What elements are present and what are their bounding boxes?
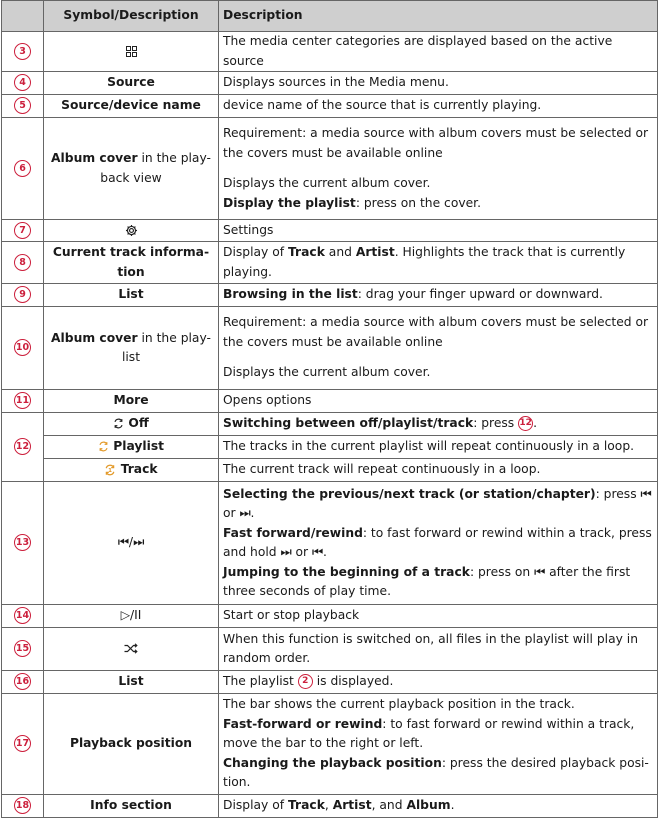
row-symbol: Current track informa-tion: [44, 242, 219, 284]
table-row: [2, 390, 658, 413]
callout-number: 18: [14, 797, 31, 814]
row-description: Requirement: a media source with album covers must be selected or the covers must be available online Displays the current album cover.: [219, 307, 658, 390]
header-description: Description: [219, 1, 658, 32]
row-description: Settings: [219, 220, 658, 242]
callout-number: 11: [14, 392, 31, 409]
row-symbol: List: [44, 671, 219, 694]
callout-number: 8: [14, 254, 31, 271]
table-row: [2, 671, 658, 694]
row-description: Opens options: [219, 390, 658, 413]
table-row: [2, 628, 658, 671]
row-symbol: Source: [44, 72, 219, 95]
table-row: [2, 72, 658, 95]
table-row: [2, 694, 658, 795]
row-description: The media center categories are displayed based on the active source: [219, 32, 658, 72]
callout-number: 5: [14, 97, 31, 114]
row-symbol: Album cover in the play-back view: [44, 118, 219, 220]
callout-number: 13: [14, 534, 31, 551]
grid-icon: [126, 46, 137, 57]
callout-number: 9: [14, 286, 31, 303]
row-description: Browsing in the list: drag your finger upward or downward.: [219, 284, 658, 307]
table-row: [2, 284, 658, 307]
gear-icon: [125, 224, 138, 237]
callout-number: 14: [14, 607, 31, 624]
row-description: Displays sources in the Media menu.: [219, 72, 658, 95]
row-symbol: Source/device name: [44, 95, 219, 118]
row-description: The bar shows the current playback position in the track. Fast-forward or rewind: to fast forward or rewind within a track, move the bar to the right or left. Changing the playback position: press the desired playback posi-tion.: [219, 694, 658, 795]
row-description: When this function is switched on, all files in the playlist will play in random order.: [219, 628, 658, 671]
row-description: The playlist 2 is displayed.: [219, 671, 658, 694]
callout-number: 4: [14, 74, 31, 91]
callout-number: 7: [14, 222, 31, 239]
shuffle-icon: [124, 643, 138, 654]
row-symbol: Info section: [44, 795, 219, 818]
table-row: [2, 32, 658, 72]
row-description: Switching between off/playlist/track: press 12.: [219, 413, 658, 436]
row-symbol: Off: [44, 413, 219, 436]
row-symbol: List: [44, 284, 219, 307]
table-row: [2, 118, 658, 220]
row-description: Selecting the previous/next track (or station/chapter): press ⏮ or ⏭. Fast forward/rewind: to fast forward or rewind within a track, press and hold ⏭ or ⏮. Jumping to the beginning of a track: press on ⏮ after the first three seconds of play time.: [219, 482, 658, 605]
symbol-description-table: [1, 0, 658, 818]
row-symbol: ⏮/⏭: [44, 482, 219, 605]
table-row: [2, 795, 658, 818]
repeat-playlist-icon: [98, 441, 109, 452]
header-symbol-description: Symbol/Description: [44, 1, 219, 32]
row-description: Display of Track, Artist, and Album.: [219, 795, 658, 818]
row-description: Requirement: a media source with album covers must be selected or the covers must be available online Displays the current album cover. Display the playlist: press on the cover.: [219, 118, 658, 220]
table-row: [2, 95, 658, 118]
callout-number: 16: [14, 673, 31, 690]
callout-number: 10: [14, 339, 31, 356]
table-row: [2, 242, 658, 284]
row-symbol: Playlist: [44, 436, 219, 459]
row-description: device name of the source that is currently playing.: [219, 95, 658, 118]
repeat-track-icon: [104, 464, 116, 476]
row-description: Display of Track and Artist. Highlights the track that is currently playing.: [219, 242, 658, 284]
header-number: [2, 1, 44, 32]
table-row: [2, 307, 658, 390]
table-row: [2, 413, 658, 436]
table-header-row: [2, 1, 658, 32]
callout-number: 6: [14, 160, 31, 177]
row-symbol: More: [44, 390, 219, 413]
callout-reference: 2: [298, 674, 313, 689]
callout-number: 3: [14, 43, 31, 60]
table-row: [2, 436, 658, 459]
table-row: [2, 459, 658, 482]
row-symbol: ▷/II: [44, 605, 219, 628]
row-description: The current track will repeat continuously in a loop.: [219, 459, 658, 482]
repeat-off-icon: [113, 418, 124, 429]
row-symbol: 1 Track: [44, 459, 219, 482]
row-symbol: Album cover in the play-list: [44, 307, 219, 390]
callout-number: 15: [14, 640, 31, 657]
table-row: [2, 482, 658, 605]
table-row: [2, 605, 658, 628]
callout-reference: 12: [518, 416, 533, 431]
callout-number: 12: [14, 438, 31, 455]
callout-number: 17: [14, 735, 31, 752]
svg-text:1: 1: [108, 467, 113, 474]
table-row: [2, 220, 658, 242]
row-description: Start or stop playback: [219, 605, 658, 628]
row-symbol: Playback position: [44, 694, 219, 795]
row-description: The tracks in the current playlist will repeat continuously in a loop.: [219, 436, 658, 459]
